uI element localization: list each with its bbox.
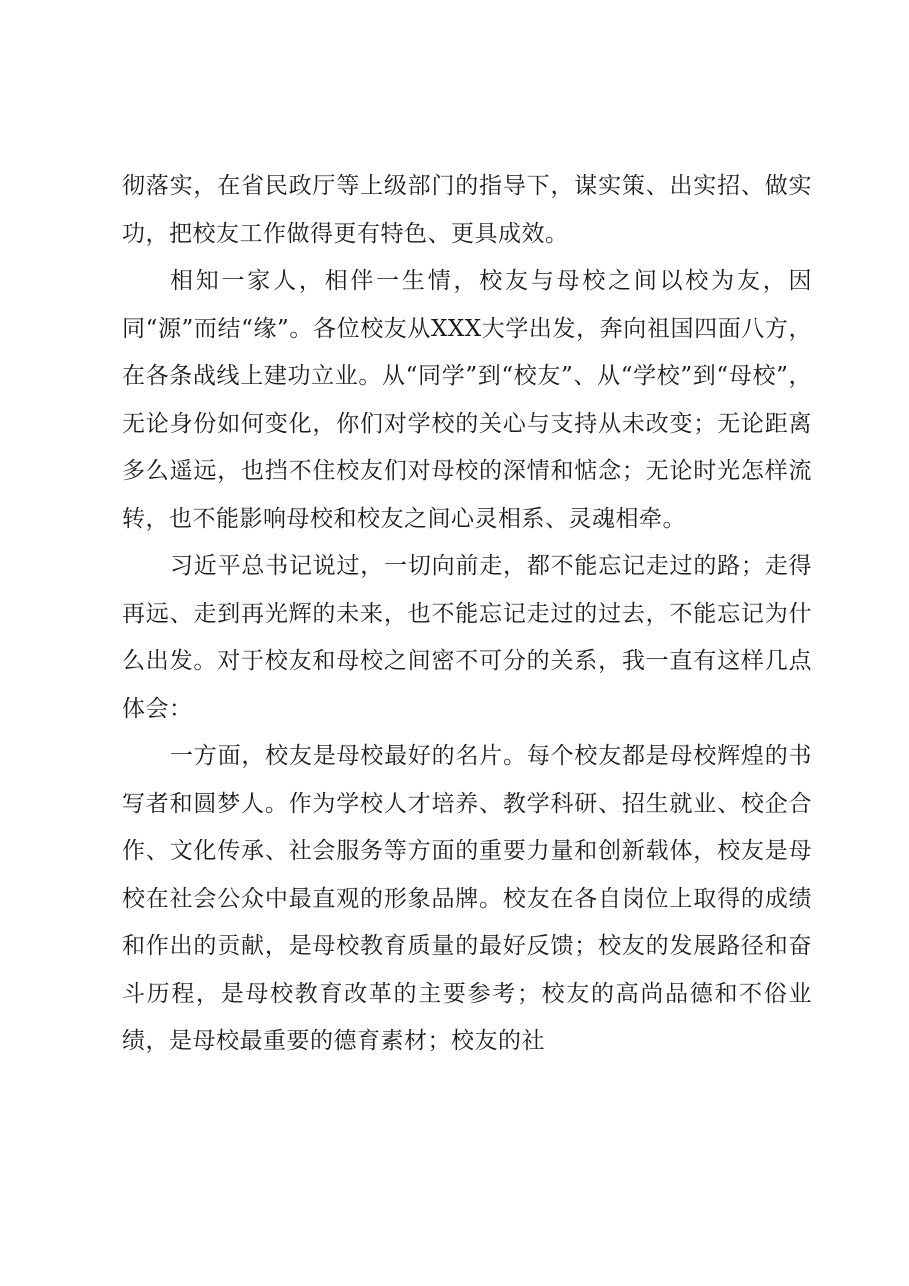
paragraph-4: 一方面，校友是母校最好的名片。每个校友都是母校辉煌的书写者和圆梦人。作为学校人才培养、教学科研、招生就业、校企合作、文化传承、社会服务等方面的重要力量和创新载体，校友是母校在社会公众中最直观的形象品牌。校友在各自岗位上取得的成绩和作出的贡献，是母校教育质量的最好反馈；校友的发展路径和奋斗历程，是母校教育改革的主要参考；校友的高尚品德和不俗业绩，是母校最重要的德育素材；校友的社 (122, 743, 812, 1054)
paragraph-1: 彻落实，在省民政厅等上级部门的指导下，谋实策、出实招、做实功，把校友工作做得更有特色、更具成效。 (122, 173, 812, 247)
paragraph-3: 习近平总书记说过，一切向前走，都不能忘记走过的路；走得再远、走到再光辉的未来，也不能忘记走过的过去，不能忘记为什么出发。对于校友和母校之间密不可分的关系，我一直有这样几点体会： (122, 553, 812, 722)
document-body (122, 163, 812, 1066)
paragraph-2: 相知一家人，相伴一生情，校友与母校之间以校为友，因同“源”而结“缘”。各位校友从XXX大学出发，奔向祖国四面八方，在各条战线上建功立业。从“同学”到“校友”、从“学校”到“母校”，无论身份如何变化，你们对学校的关心与支持从未改变；无论距离多么遥远，也挡不住校友们对母校的深情和惦念；无论时光怎样流转，也不能影响母校和校友之间心灵相系、灵魂相牵。 (122, 268, 812, 532)
